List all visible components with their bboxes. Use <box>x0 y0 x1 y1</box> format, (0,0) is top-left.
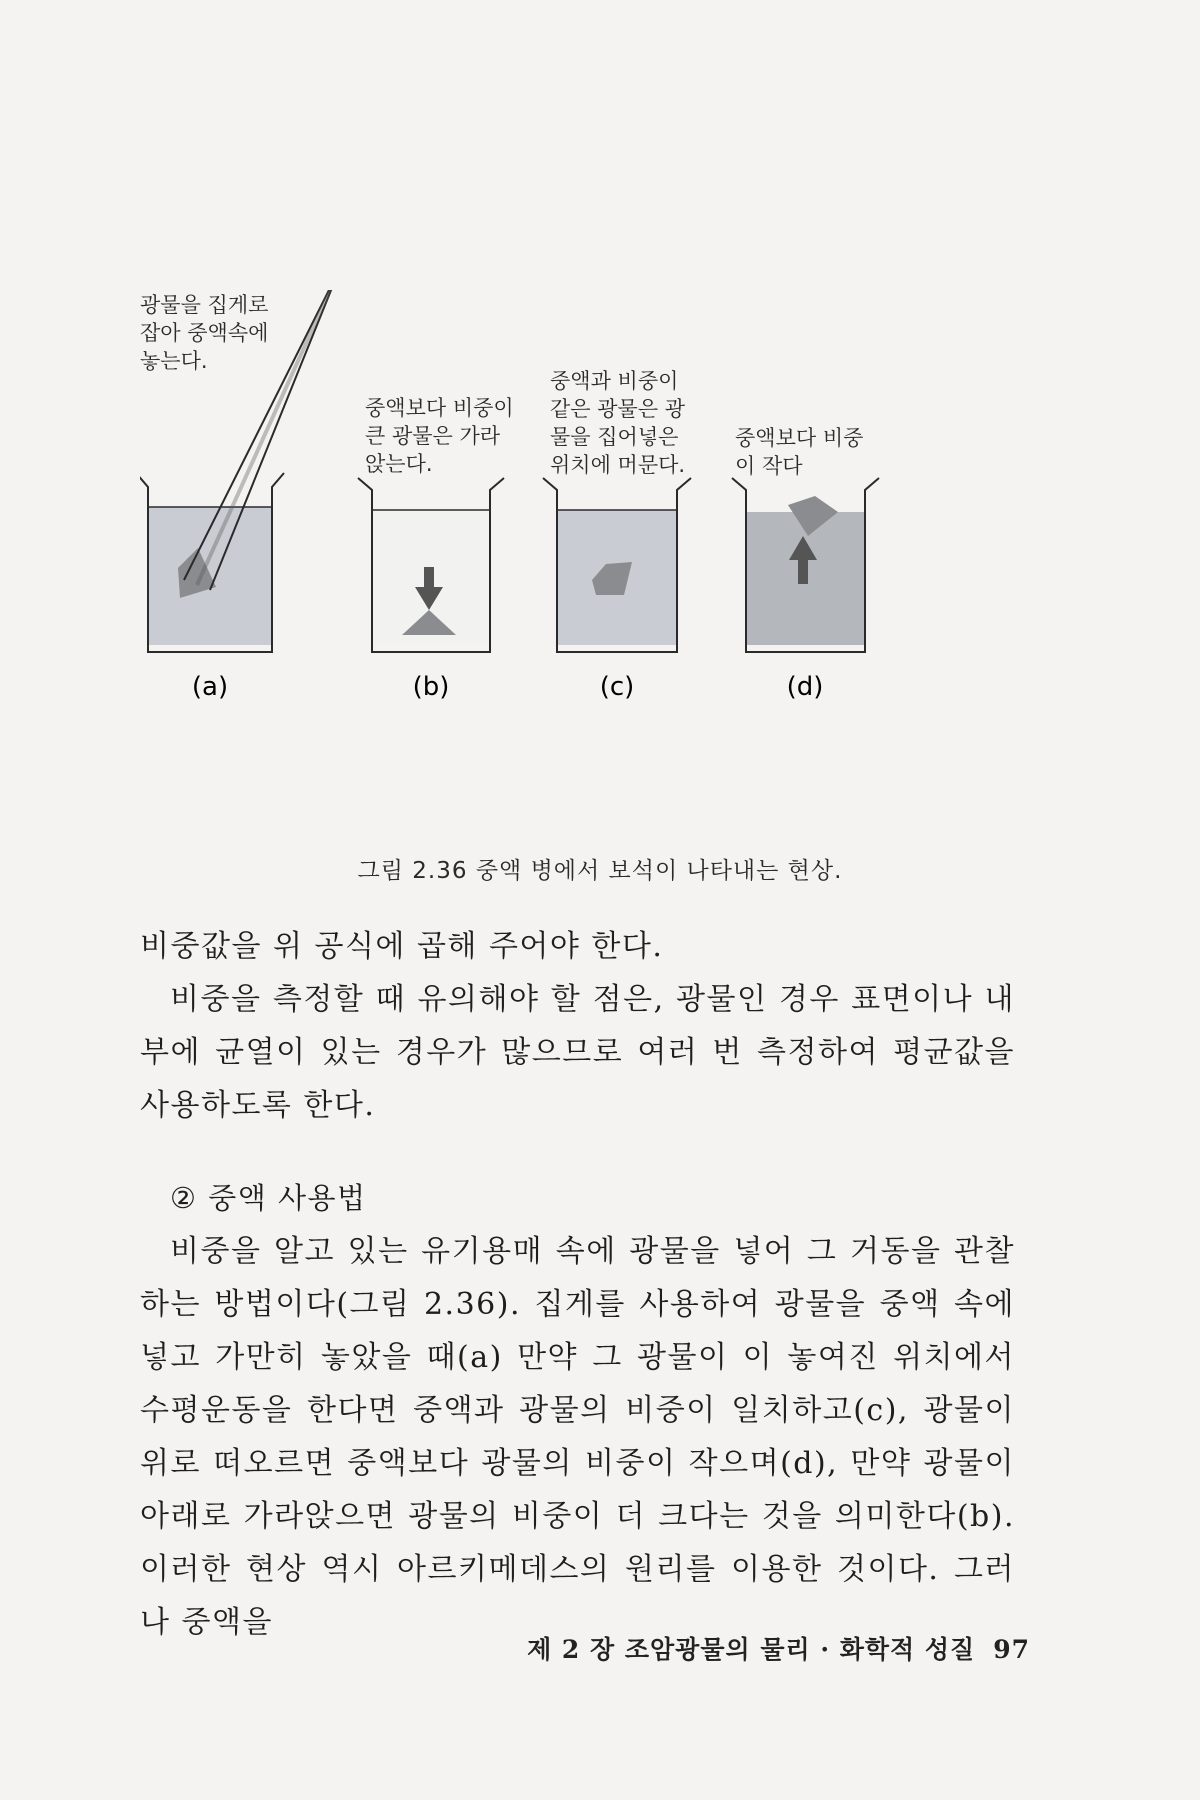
figure-caption: 그림 2.36 중액 병에서 보석이 나타내는 현상. <box>357 858 843 884</box>
paragraph-2: 비중을 측정할 때 유의해야 할 점은, 광물인 경우 표면이나 내부에 균열이 있는 경우가 많으므로 여러 번 측정하여 평균값을 사용하도록 한다. <box>140 982 1015 1123</box>
figure-2-36 <box>140 290 1060 830</box>
beaker-c <box>543 478 691 652</box>
panel-label-c: (c) <box>599 672 635 702</box>
panel-label-a: (a) <box>191 672 229 702</box>
page-number: 97 <box>993 1635 1030 1664</box>
panel-label-d: (d) <box>786 672 824 702</box>
annotation-a: 광물을 집게로 잡아 중액속에 놓는다. <box>140 293 269 373</box>
chapter-title: 제 2 장 조암광물의 물리 · 화학적 성질 <box>527 1635 976 1664</box>
body-text <box>140 920 1015 1649</box>
panel-label-b: (b) <box>412 672 450 702</box>
annotation-c: 중액과 비중이 같은 광물은 광 물을 집어넣은 위치에 머문다. <box>550 369 686 477</box>
beaker-b <box>358 478 504 652</box>
paragraph-3: 비중을 알고 있는 유기용매 속에 광물을 넣어 그 거동을 관찰하는 방법이다(그림 2.36). 집게를 사용하여 광물을 중액 속에 넣고 가만히 놓았을 때(a) 만약 그 광물이 이 놓여진 위치에서 수평운동을 한다면 중액과 광물의 비중이 일치하고(c), 광물이 위로 떠오르면 중액보다 광물의 비중이 작으며(d), 만약 광물이 아래로 가라앉으면 광물의 비중이 더 크다는 것을 의미한다(b). 이러한 현상 역시 아르키메데스의 원리를 이용한 것이다. 그러나 중액을 <box>140 1234 1015 1640</box>
annotation-d: 중액보다 비중 이 작다 <box>735 426 864 478</box>
annotation-b: 중액보다 비중이 큰 광물은 가라 앉는다. <box>365 396 514 476</box>
beaker-diagram <box>140 290 1060 830</box>
paragraph-1: 비중값을 위 공식에 곱해 주어야 한다. <box>140 929 664 964</box>
page-footer <box>527 1630 1030 1666</box>
section-heading: ② 중액 사용법 <box>170 1181 367 1215</box>
beaker-d <box>732 478 879 652</box>
